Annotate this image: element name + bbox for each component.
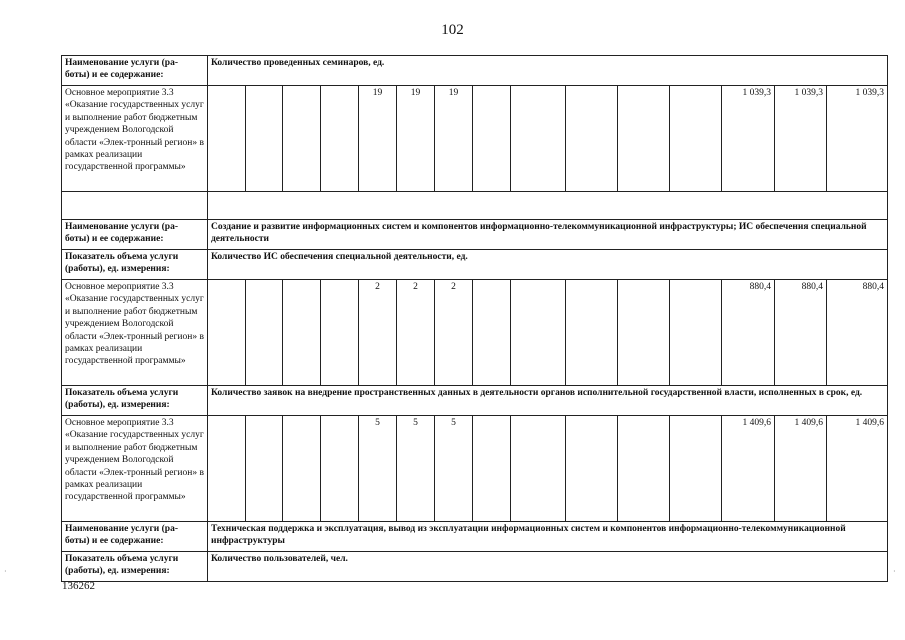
section-header-row	[62, 220, 888, 250]
spacer-row	[62, 192, 888, 220]
value-cell: 19	[359, 86, 397, 192]
section-content: Количество заявок на внедрение пространственных данных в деятельности органов исполнительной государственной власти, исполненных в срок, ед.	[208, 386, 888, 416]
value-cell	[618, 416, 670, 522]
page-number: 102	[441, 22, 464, 38]
activity-label: Основное мероприятие 3.3 «Оказание государственных услуг и выполнение работ бюджетным учреждением Вологодской области «Элек-тронный регион» в рамках реализации государственной программы»	[62, 86, 208, 192]
value-cell: 1 039,3	[827, 86, 888, 192]
activity-label: Основное мероприятие 3.3 «Оказание государственных услуг и выполнение работ бюджетным учреждением Вологодской области «Элек-тронный регион» в рамках реализации государственной программы»	[62, 280, 208, 386]
value-cell: 1 409,6	[827, 416, 888, 522]
value-cell	[670, 280, 722, 386]
value-cell	[566, 416, 618, 522]
value-cell	[618, 280, 670, 386]
empty-cell	[62, 192, 208, 220]
value-cell: 1 039,3	[722, 86, 775, 192]
section-header-row	[62, 386, 888, 416]
empty-cell	[208, 192, 888, 220]
value-cell	[321, 416, 359, 522]
value-cell	[670, 86, 722, 192]
budget-table	[61, 55, 888, 582]
value-cell	[566, 86, 618, 192]
value-cell: 5	[435, 416, 473, 522]
value-cell	[511, 416, 566, 522]
value-cell	[283, 416, 321, 522]
section-content: Количество пользователей, чел.	[208, 552, 888, 582]
section-header-row	[62, 552, 888, 582]
row-label: Наименование услуги (ра- боты) и ее содержание:	[62, 522, 208, 552]
value-cell	[208, 416, 246, 522]
value-cell	[246, 280, 283, 386]
section-content: Количество проведенных семинаров, ед.	[208, 56, 888, 86]
value-cell	[670, 416, 722, 522]
row-label: Показатель объема услуги (работы), ед. измерения:	[62, 250, 208, 280]
section-content: Техническая поддержка и эксплуатация, вывод из эксплуатации информационных систем и компонентов информационно-телекоммуникационной инфраструктуры	[208, 522, 888, 552]
data-row	[62, 280, 888, 386]
row-label: Наименование услуги (ра- боты) и ее содержание:	[62, 56, 208, 86]
value-cell: 19	[435, 86, 473, 192]
document-code: 136262	[62, 580, 95, 592]
value-cell	[283, 86, 321, 192]
value-cell	[246, 416, 283, 522]
value-cell: 2	[397, 280, 435, 386]
value-cell	[511, 86, 566, 192]
section-content: Создание и развитие информационных систем и компонентов информационно-телекоммуникационной инфраструктуры; ИС обеспечения специальной деятельности	[208, 220, 888, 250]
activity-label: Основное мероприятие 3.3 «Оказание государственных услуг и выполнение работ бюджетным учреждением Вологодской области «Элек-тронный регион» в рамках реализации государственной программы»	[62, 416, 208, 522]
value-cell	[246, 86, 283, 192]
section-header-row	[62, 522, 888, 552]
value-cell: 2	[359, 280, 397, 386]
value-cell	[283, 280, 321, 386]
value-cell	[511, 280, 566, 386]
scan-mark: ·	[893, 567, 896, 576]
row-label: Наименование услуги (ра- боты) и ее содержание:	[62, 220, 208, 250]
data-row	[62, 86, 888, 192]
value-cell	[566, 280, 618, 386]
value-cell: 880,4	[722, 280, 775, 386]
value-cell: 2	[435, 280, 473, 386]
scan-mark: ·	[4, 567, 7, 576]
section-content: Количество ИС обеспечения специальной деятельности, ед.	[208, 250, 888, 280]
value-cell: 880,4	[827, 280, 888, 386]
value-cell	[321, 280, 359, 386]
value-cell: 1 409,6	[775, 416, 827, 522]
value-cell	[208, 280, 246, 386]
value-cell	[473, 416, 511, 522]
value-cell: 5	[397, 416, 435, 522]
value-cell: 1 409,6	[722, 416, 775, 522]
row-label: Показатель объема услуги (работы), ед. измерения:	[62, 552, 208, 582]
value-cell: 1 039,3	[775, 86, 827, 192]
value-cell	[473, 86, 511, 192]
value-cell: 880,4	[775, 280, 827, 386]
section-header-row	[62, 56, 888, 86]
row-label: Показатель объема услуги (работы), ед. измерения:	[62, 386, 208, 416]
value-cell	[473, 280, 511, 386]
value-cell: 5	[359, 416, 397, 522]
value-cell: 19	[397, 86, 435, 192]
value-cell	[208, 86, 246, 192]
section-header-row	[62, 250, 888, 280]
value-cell	[321, 86, 359, 192]
data-row	[62, 416, 888, 522]
value-cell	[618, 86, 670, 192]
